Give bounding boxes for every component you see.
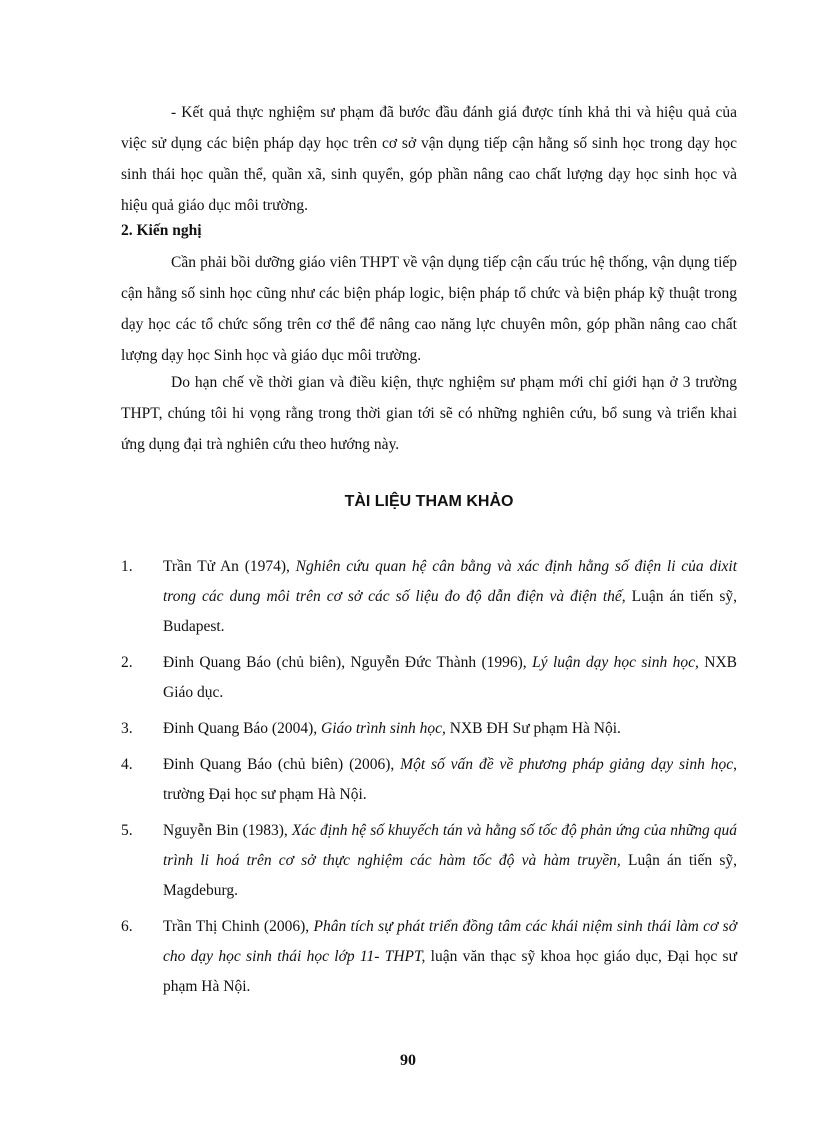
reference-text <box>163 714 737 744</box>
recommendation-paragraph-2: Do hạn chế về thời gian và điều kiện, thực nghiệm sư phạm mới chỉ giới hạn ở 3 trường THPT, chúng tôi hi vọng rằng trong thời gian tới sẽ có những nghiên cứu, bổ sung và triển khai ứng dụng đại trà nghiên cứu theo hướng này. <box>121 374 737 453</box>
reference-item <box>121 648 737 708</box>
reference-text <box>163 750 737 810</box>
reference-title: Lý luận dạy học sinh học, <box>532 654 699 671</box>
page-number: 90 <box>400 1052 416 1069</box>
references-title: TÀI LIỆU THAM KHẢO <box>344 493 514 510</box>
reference-title: Nghiên cứu quan hệ cân bằng và xác định hằng số điện li của dixit trong các dung môi trên cơ sở các số liệu đo độ dẫn điện và điện thế, <box>163 558 737 605</box>
reference-text <box>163 648 737 708</box>
reference-text <box>163 912 737 1002</box>
reference-authors: Đinh Quang Báo (chủ biên), Nguyễn Đức Thành (1996), <box>163 654 533 671</box>
reference-publisher: luận văn thạc sỹ khoa học giáo dục, Đại học sư phạm Hà Nội. <box>163 948 737 995</box>
reference-number: 5. <box>121 822 133 839</box>
recommendation-heading: 2. Kiến nghị <box>121 222 202 239</box>
reference-title: Giáo trình sinh học, <box>321 720 446 737</box>
reference-publisher: NXB Giáo dục. <box>163 654 737 701</box>
reference-item <box>121 816 737 906</box>
reference-number: 1. <box>121 558 133 575</box>
reference-authors: Trần Tử An (1974), <box>163 558 296 575</box>
reference-publisher: Luận án tiến sỹ, Magdeburg. <box>163 852 737 899</box>
reference-title: Xác định hệ số khuyếch tán và hằng số tốc độ phản ứng của những quá trình li hoá trên cơ sở thực nghiệm các hàm tốc độ và hàm truyền, <box>163 822 738 869</box>
reference-publisher: Luận án tiến sỹ, Budapest. <box>163 588 737 635</box>
reference-number: 4. <box>121 756 133 773</box>
reference-item <box>121 552 737 642</box>
reference-publisher: NXB ĐH Sư phạm Hà Nội. <box>445 720 621 737</box>
recommendation-paragraph-1: Cần phải bồi dưỡng giáo viên THPT về vận dụng tiếp cận cấu trúc hệ thống, vận dụng tiếp cận hằng số sinh học cũng như các biện pháp logic, biện pháp tổ chức và biện pháp kỹ thuật trong dạy học các tổ chức sống trên cơ thể để nâng cao năng lực chuyên môn, góp phần nâng cao chất lượng dạy học Sinh học và giáo dục môi trường. <box>121 254 737 364</box>
reference-text <box>163 816 737 906</box>
reference-item <box>121 714 737 744</box>
reference-item <box>121 912 737 1002</box>
reference-publisher: , trường Đại học sư phạm Hà Nội. <box>163 756 737 803</box>
reference-text <box>163 552 737 642</box>
reference-authors: Đinh Quang Báo (chủ biên) (2006), <box>163 756 401 773</box>
reference-item <box>121 750 737 810</box>
reference-authors: Nguyễn Bin (1983), <box>163 822 292 839</box>
reference-number: 6. <box>121 918 133 935</box>
reference-authors: Trần Thị Chinh (2006), <box>163 918 314 935</box>
reference-number: 3. <box>121 720 133 737</box>
reference-title: Một số vấn đề về phương pháp giảng dạy sinh học <box>400 756 734 773</box>
reference-authors: Đinh Quang Báo (2004), <box>163 720 321 737</box>
reference-list <box>121 552 737 1008</box>
reference-number: 2. <box>121 654 133 671</box>
reference-title: Phân tích sự phát triển đồng tâm các khái niệm sinh thái làm cơ sở cho dạy học sinh thái học lớp 11- THPT, <box>163 918 737 965</box>
result-paragraph: - Kết quả thực nghiệm sư phạm đã bước đầu đánh giá được tính khả thi và hiệu quả của việc sử dụng các biện pháp dạy học trên cơ sở vận dụng tiếp cận hằng số sinh học trong dạy học sinh thái học quần thể, quần xã, sinh quyển, góp phần nâng cao chất lượng dạy học sinh học và hiệu quả giáo dục môi trường. <box>121 104 737 214</box>
